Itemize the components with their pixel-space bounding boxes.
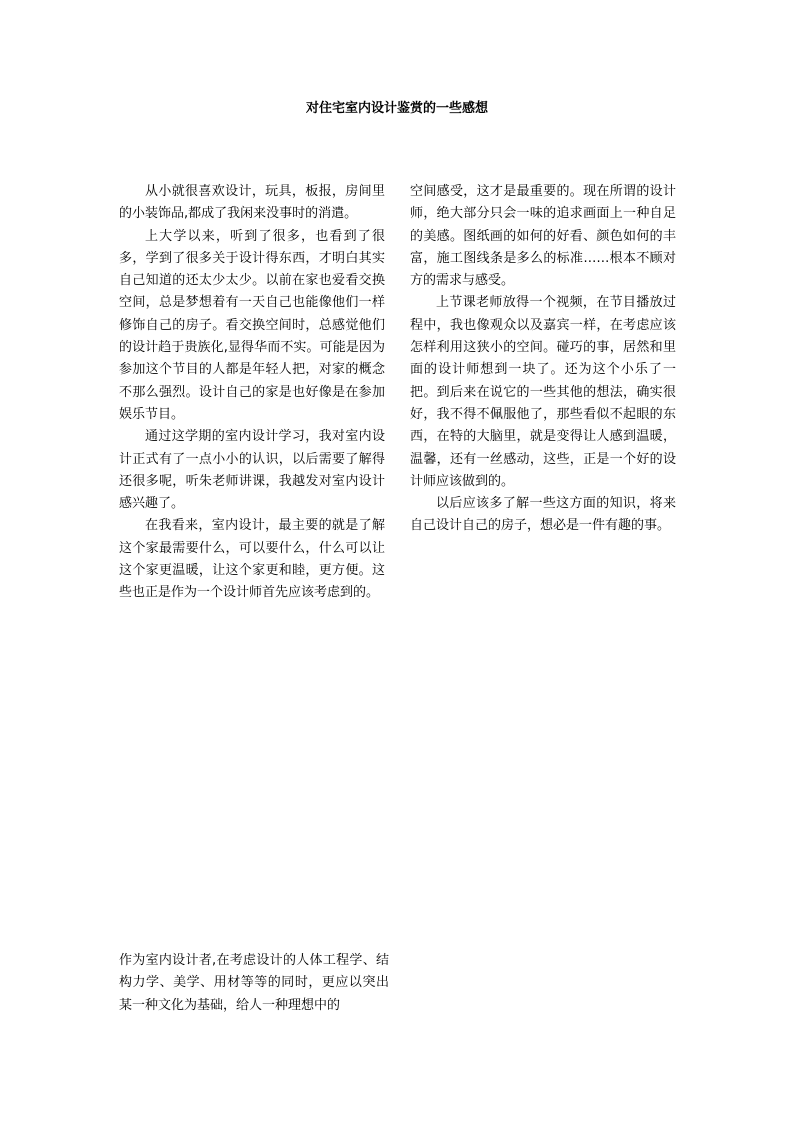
right-column: [410, 181, 676, 538]
paragraph-fragment: 作为室内设计者,在考虑设计的人体工程学、结构力学、美学、用材等等的同时，更应以突出某一种文化为基础，给人一种理想中的: [119, 953, 389, 1013]
bottom-text-block: [119, 950, 389, 1017]
paragraph: 上大学以来，听到了很多，也看到了很多，学到了很多关于设计得东西，才明白其实自己知道的还太少太少。以前在家也爱看交换空间，总是梦想着有一天自己也能像他们一样修饰自己的房子。看交换空间时，总感觉他们的设计趋于贵族化,显得华而不实。可能是因为参加这个节目的人都是年轻人把，对家的概念不那么强烈。设计自己的家是也好像是在参加娱乐节目。: [119, 228, 385, 422]
paragraph: 上节课老师放得一个视频，在节目播放过程中，我也像观众以及嘉宾一样，在考虑应该怎样利用这狭小的空间。碰巧的事，居然和里面的设计师想到一块了。还为这个小乐了一把。到后来在说它的一些其他的想法，确实很好，我不得不佩服他了，那些看似不起眼的东西，在特的大脑里，就是变得让人感到温暖，温馨，还有一丝感动，这些，正是一个好的设计师应该做到的。: [410, 295, 676, 489]
paragraph: 在我看来，室内设计，最主要的就是了解这个家最需要什么，可以要什么，什么可以让这个家更温暖，让这个家更和睦，更方便。这些也正是作为一个设计师首先应该考虑到的。: [119, 518, 385, 601]
paragraph: 以后应该多了解一些这方面的知识，将来自己设计自己的房子，想必是一件有趣的事。: [410, 496, 676, 534]
paragraph-continuation: 空间感受，这才是最重要的。现在所谓的设计师，绝大部分只会一味的追求画面上一种自足的美感。图纸画的如何的好看、颜色如何的丰富，施工图线条是多么的标准……根本不顾对方的需求与感受。: [410, 184, 676, 289]
left-column: [119, 181, 385, 605]
document-title: 对住宅室内设计鉴赏的一些感想: [305, 101, 488, 116]
paragraph: 从小就很喜欢设计，玩具，板报，房间里的小装饰品,都成了我闲来没事时的消遣。: [119, 184, 385, 222]
paragraph: 通过这学期的室内设计学习，我对室内设计正式有了一点小小的认识，以后需要了解得还很多呢，听朱老师讲课，我越发对室内设计感兴趣了。: [119, 429, 385, 512]
